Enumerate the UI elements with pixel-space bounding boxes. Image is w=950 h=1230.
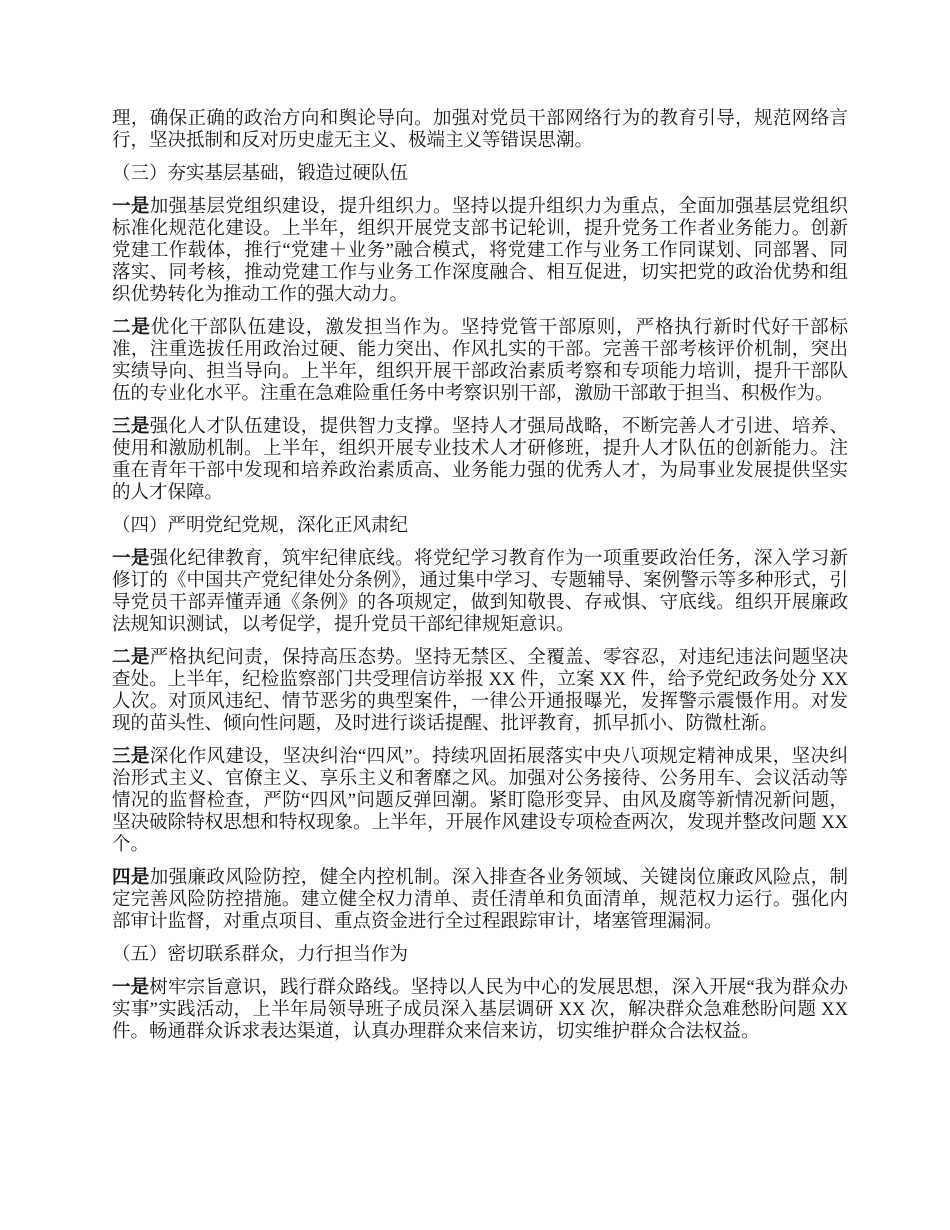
paragraph-lead: 一是 — [112, 978, 150, 998]
paragraph — [112, 196, 848, 306]
paragraph-lead: 二是 — [112, 318, 151, 338]
paragraph-text: 严格执纪问责，保持高压态势。坚持无禁区、全覆盖、零容忍，对违纪违法问题坚决查处。上半年，纪检监察部门共受理信访举报 XX 件，立案 XX 件，给予党纪政务处分 XX 人次。对顶风违纪、情节恶劣的典型案件，一律公开通报曝光，发挥警示震慑作用。对发现的苗头性、倾向性问题，及时进行谈话提醒、批评教育，抓早抓小、防微杜渐。 — [112, 648, 848, 734]
paragraph-lead: 四是 — [112, 868, 150, 888]
paragraph-text: 深化作风建设，坚决纠治“四风”。持续巩固拓展落实中央八项规定精神成果，坚决纠治形式主义、官僚主义、享乐主义和奢靡之风。加强对公务接待、公务用车、会议活动等情况的监督检查，严防“四风”问题反弹回潮。紧盯隐形变异、由风及腐等新情况新问题，坚决破除特权思想和特权现象。上半年，开展作风建设专项检查两次，发现并整改问题 XX 个。 — [112, 747, 848, 855]
paragraph-lead: 二是 — [112, 648, 150, 668]
paragraph-text: 加强基层党组织建设，提升组织力。坚持以提升组织力为重点，全面加强基层党组织标准化规范化建设。上半年，组织开展党支部书记轮训，提升党务工作者业务能力。创新党建工作载体，推行“党建＋业务”融合模式，将党建工作与业务工作同谋划、同部署、同落实、同考核，推动党建工作与业务工作深度融合、相互促进，切实把党的政治优势和组织优势转化为推动工作的强大动力。 — [112, 197, 848, 305]
section-heading-4: （四）严明党纪党规，深化正风肃纪 — [112, 516, 409, 536]
paragraph — [112, 647, 848, 735]
paragraph-text: 加强廉政风险防控，健全内控机制。深入排查各业务领域、关键岗位廉政风险点，制定完善风险防控措施。建立健全权力清单、责任清单和负面清单，规范权力运行。强化内部审计监督，对重点项目、重点资金进行全过程跟踪审计，堵塞管理漏洞。 — [112, 868, 848, 932]
paragraph-text: 优化干部队伍建设，激发担当作为。坚持党管干部原则，严格执行新时代好干部标准，注重选拔任用政治过硬、能力突出、作风扎实的干部。完善干部考核评价机制，突出实绩导向、担当导向。上半年，组织开展干部政治素质考察和专项能力培训，提升干部队伍的专业化水平。注重在急难险重任务中考察识别干部，激励干部敢于担当、积极作为。 — [112, 318, 848, 404]
paragraph — [112, 977, 848, 1043]
section-heading-5: （五）密切联系群众，力行担当作为 — [112, 945, 409, 965]
paragraph — [112, 548, 848, 636]
paragraph-text: 强化纪律教育，筑牢纪律底线。将党纪学习教育作为一项重要政治任务，深入学习新修订的《中国共产党纪律处分条例》，通过集中学习、专题辅导、案例警示等多种形式，引导党员干部弄懂弄通《条例》的各项规定，做到知敬畏、存戒惧、守底线。组织开展廉政法规知识测试，以考促学，提升党员干部纪律规矩意识。 — [112, 549, 848, 635]
paragraph — [112, 746, 848, 856]
section-heading-3: （三）夯实基层基础，锻造过硬队伍 — [112, 164, 409, 184]
paragraph-lead: 一是 — [112, 549, 150, 569]
paragraph — [112, 416, 848, 504]
paragraph-text: 强化人才队伍建设，提供智力支撑。坚持人才强局战略，不断完善人才引进、培养、使用和激励机制。上半年，组织开展专业技术人才研修班，提升人才队伍的创新能力。注重在青年干部中发现和培养政治素质高、业务能力强的优秀人才，为局事业发展提供坚实的人才保障。 — [112, 417, 848, 503]
paragraph-lead: 三是 — [112, 417, 150, 437]
paragraph-lead: 三是 — [112, 747, 150, 767]
paragraph-text: 理，确保正确的政治方向和舆论导向。加强对党员干部网络行为的教育引导，规范网络言行，坚决抵制和反对历史虚无主义、极端主义等错误思潮。 — [112, 109, 848, 151]
paragraph-continuation — [112, 108, 848, 152]
paragraph — [112, 867, 848, 933]
paragraph — [112, 317, 848, 405]
paragraph-lead: 一是 — [112, 197, 150, 217]
paragraph-text: 树牢宗旨意识，践行群众路线。坚持以人民为中心的发展思想，深入开展“我为群众办实事”实践活动，上半年局领导班子成员深入基层调研 XX 次，解决群众急难愁盼问题 XX 件。畅通群众诉求表达渠道，认真办理群众来信来访，切实维护群众合法权益。 — [112, 978, 848, 1042]
